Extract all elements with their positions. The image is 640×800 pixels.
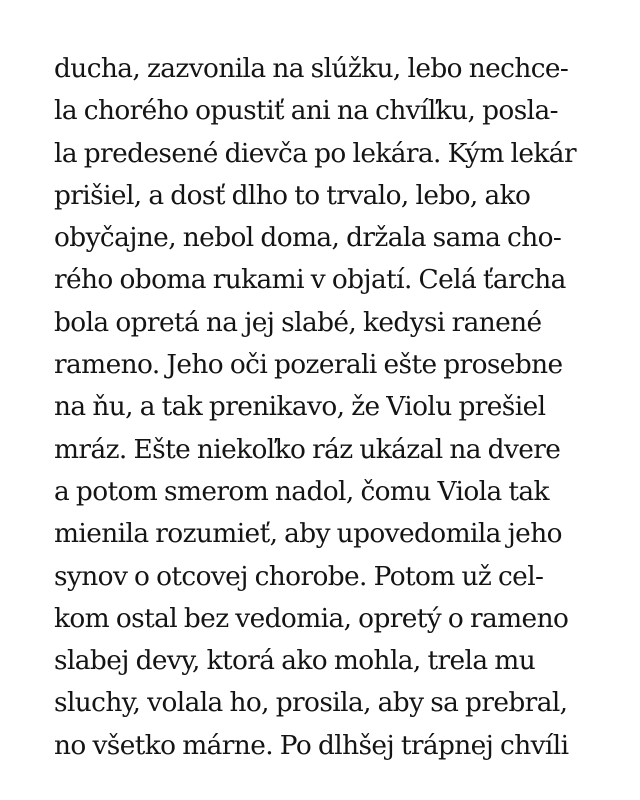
body-text xyxy=(54,48,594,767)
text-line: prišiel, a dosť dlho to trvalo, lebo, ako xyxy=(54,179,531,211)
text-line: sluchy, volala ho, prosila, aby sa prebral, xyxy=(54,687,568,719)
text-line: no všetko márne. Po dlhšej trápnej chvíli xyxy=(54,729,569,761)
text-line: ducha, zazvonila na slúžku, lebo nechce- xyxy=(54,53,569,84)
text-line: rameno. Jeho oči pozerali ešte prosebne xyxy=(54,349,563,381)
text-line: a potom smerom nadol, čomu Viola tak xyxy=(54,475,549,507)
text-line: obyčajne, nebol doma, držala sama cho- xyxy=(54,222,562,254)
text-line: mráz. Ešte niekoľko ráz ukázal na dvere xyxy=(54,433,561,465)
text-line: la chorého opustiť ani na chvíľku, posla- xyxy=(54,95,558,127)
text-line: mienila rozumieť, aby upovedomila jeho xyxy=(54,518,562,550)
text-line: rého oboma rukami v objatí. Celá ťarcha xyxy=(54,264,566,296)
text-line: na ňu, a tak prenikavo, že Violu prešiel xyxy=(54,391,546,423)
text-line: kom ostal bez vedomia, opretý o rameno xyxy=(54,602,569,634)
text-line: bola opretá na jej slabé, kedysi ranené xyxy=(54,306,542,338)
text-line: slabej devy, ktorá ako mohla, trela mu xyxy=(54,645,536,677)
text-line: synov o otcovej chorobe. Potom už cel- xyxy=(54,560,544,592)
text-line: la predesené dievča po lekára. Kým lekár xyxy=(54,137,576,169)
